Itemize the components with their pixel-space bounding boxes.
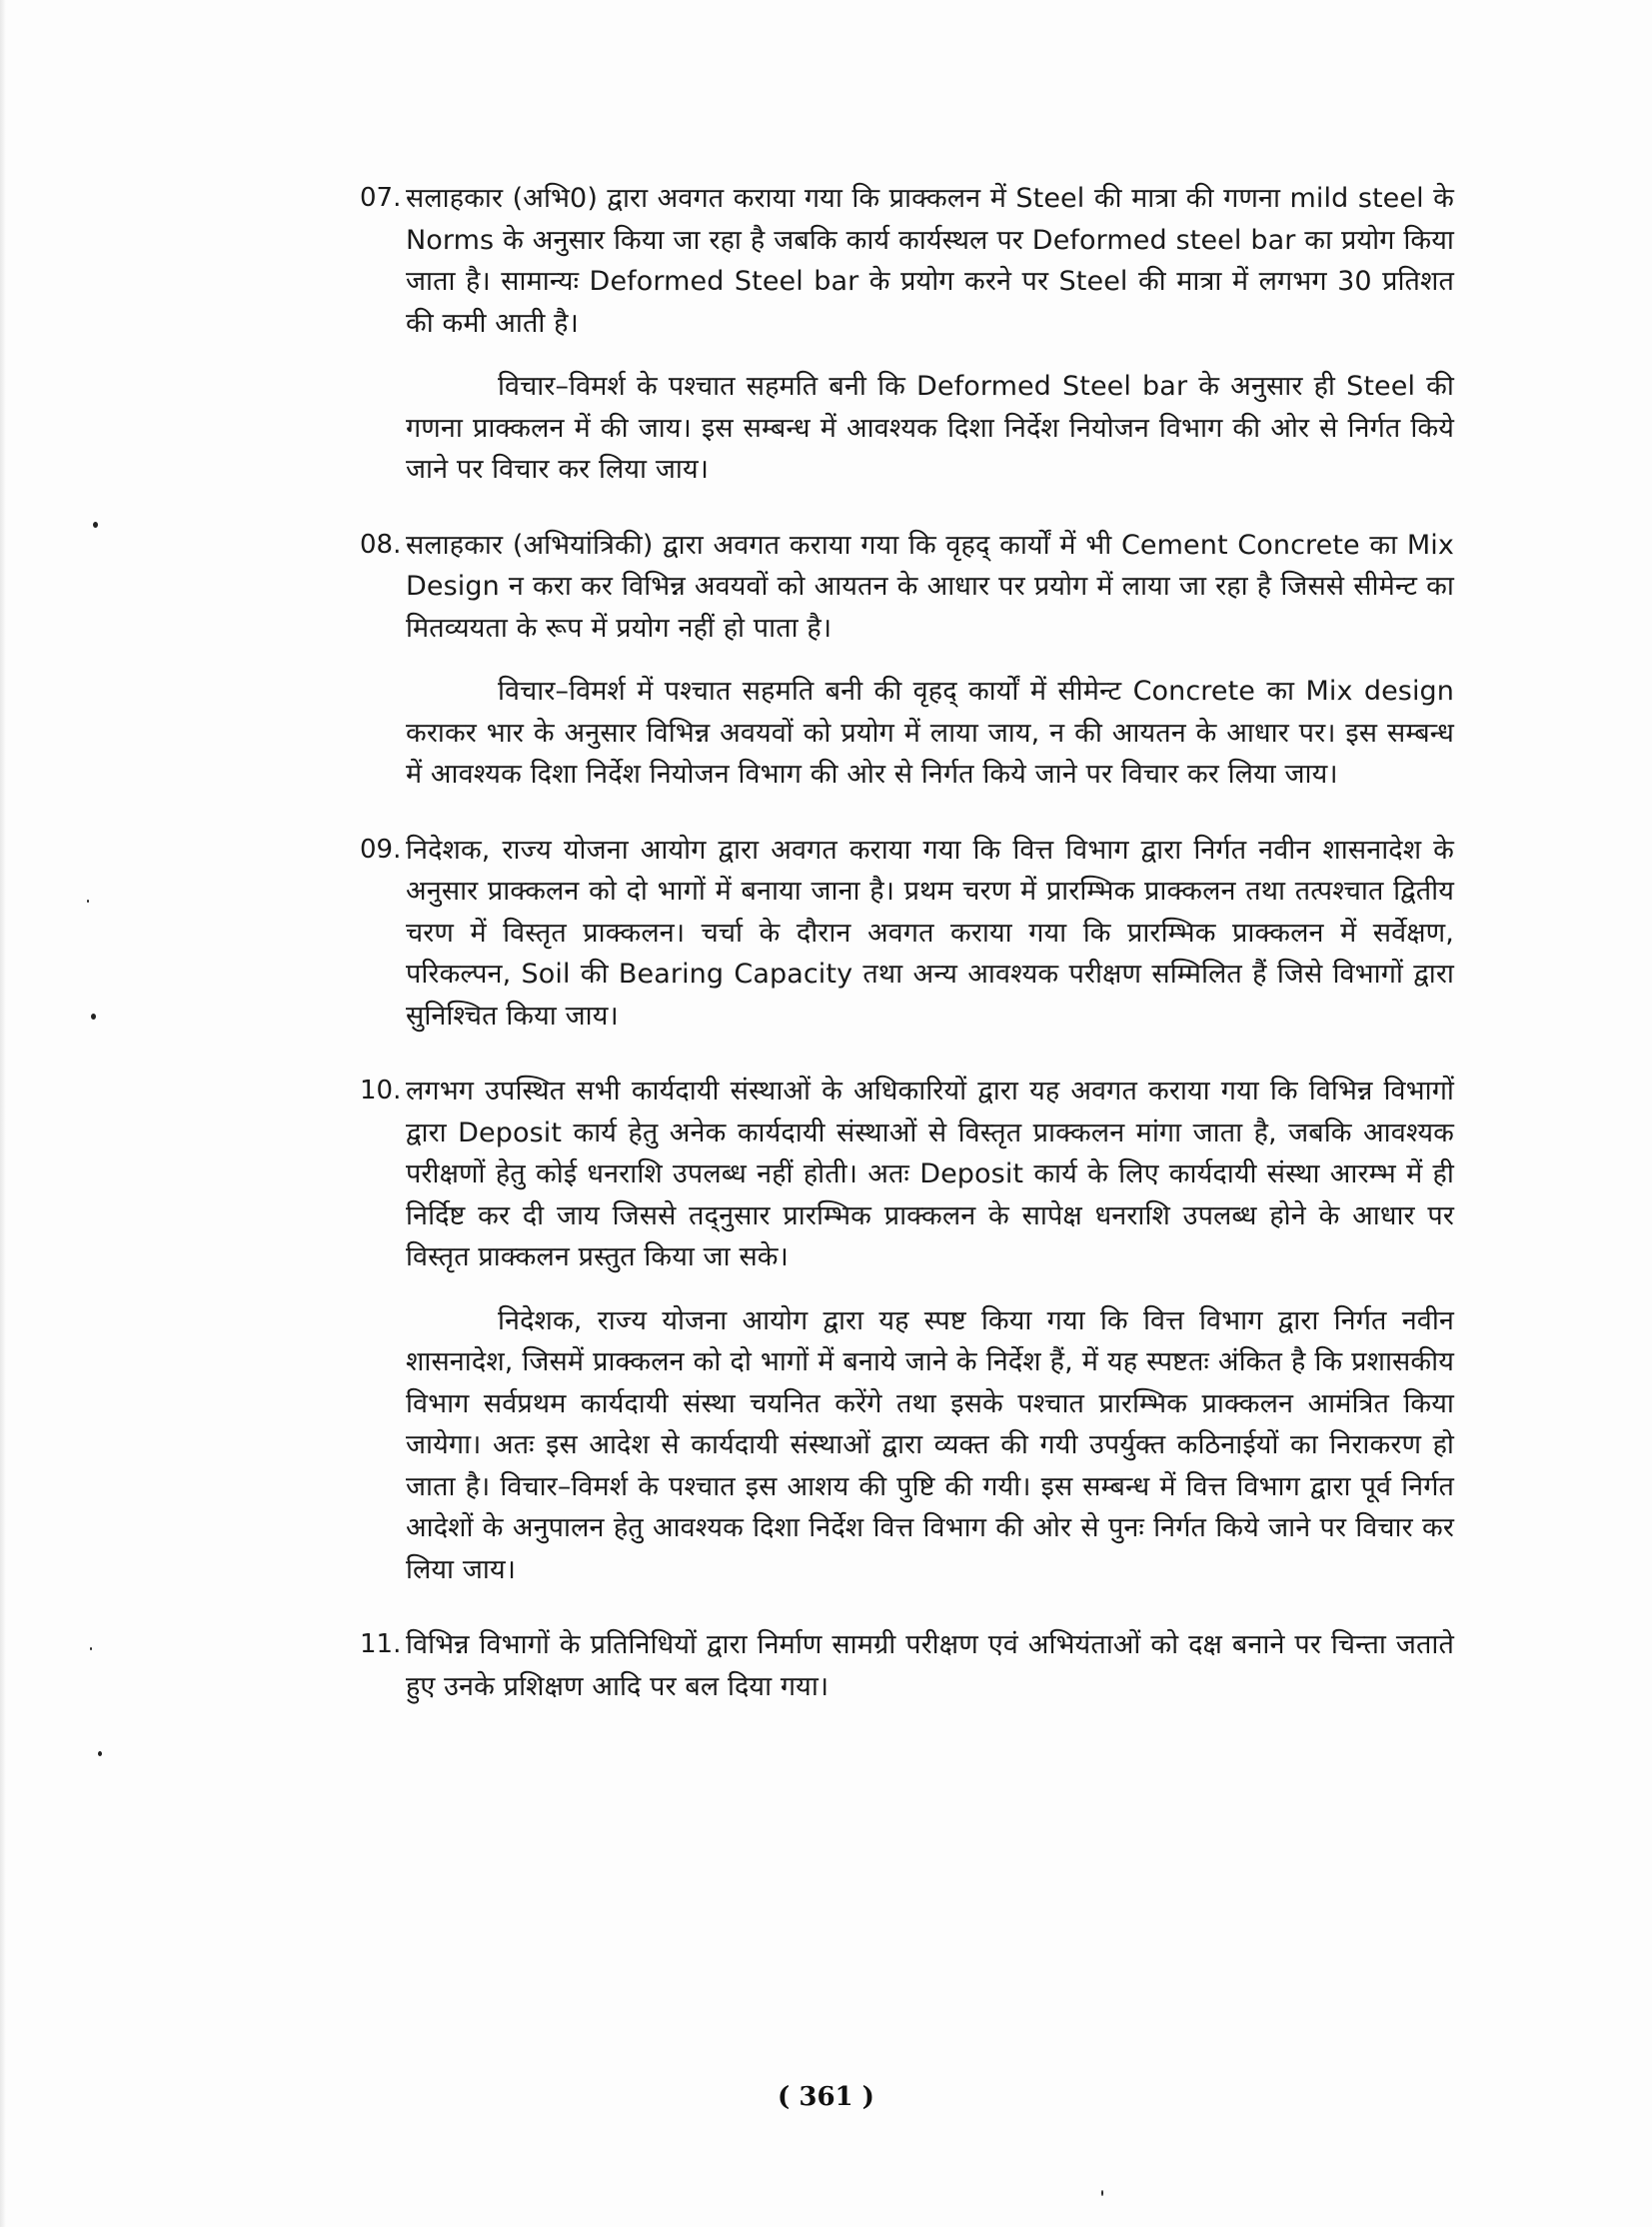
- item-number: 10.: [360, 1076, 402, 1106]
- paragraph: सलाहकार (अभि0) द्वारा अवगत कराया गया कि प्राक्कलन में Steel की मात्रा की गणना mild steel के Norms के अनुसार किया जा रहा है जबकि कार्य कार्यस्थल पर Deformed steel bar का प्रयोग किया जाता है। सामान्यः Deformed Steel bar के प्रयोग करने पर Steel की मात्रा में लगभग 30 प्रतिशत की कमी आती है।: [406, 183, 1454, 339]
- paragraph: विभिन्न विभागों के प्रतिनिधियों द्वारा निर्माण सामग्री परीक्षण एवं अभियंताओं को दक्ष बनाने पर चिन्ता जताते हुए उनके प्रशिक्षण आदि पर बल दिया गया।: [406, 1629, 1454, 1702]
- paragraph: लगभग उपस्थित सभी कार्यदायी संस्थाओं के अधिकारियों द्वारा यह अवगत कराया गया कि विभिन्न विभागों द्वारा Deposit कार्य हेतु अनेक कार्यदायी संस्थाओं से विस्तृत प्राक्कलन मांगा जाता है, जबकि आवश्यक परीक्षणों हेतु कोई धनराशि उपलब्ध नहीं होती। अतः Deposit कार्य के लिए कार्यदायी संस्था आरम्भ में ही निर्दिष्ट कर दी जाय जिससे तद्नुसार प्रारम्भिक प्राक्कलन के सापेक्ष धनराशि उपलब्ध होने के आधार पर विस्तृत प्राक्कलन प्रस्तुत किया जा सके।: [406, 1076, 1454, 1272]
- scan-speck: [87, 900, 89, 903]
- paragraph: विचार–विमर्श के पश्चात सहमति बनी कि Deformed Steel bar के अनुसार ही Steel की गणना प्राक्कलन में की जाय। इस सम्बन्ध में आवश्यक दिशा निर्देश नियोजन विभाग की ओर से निर्गत किये जाने पर विचार कर लिया जाय।: [406, 371, 1454, 485]
- item-number: 07.: [360, 183, 402, 213]
- paragraph: निदेशक, राज्य योजना आयोग द्वारा अवगत कराया गया कि वित्त विभाग द्वारा निर्गत नवीन शासनादेश के अनुसार प्राक्कलन को दो भागों में बनाया जाना है। प्रथम चरण में प्रारम्भिक प्राक्कलन तथा तत्पश्चात द्वितीय चरण में विस्तृत प्राक्कलन। चर्चा के दौरान अवगत कराया गया कि प्रारम्भिक प्राक्कलन में सर्वेक्षण, परिकल्पन, Soil की Bearing Capacity तथा अन्य आवश्यक परीक्षण सम्मिलित हैं जिसे विभागों द्वारा सुनिश्चित किया जाय।: [406, 834, 1454, 1032]
- list-item-08: [360, 525, 1454, 796]
- item-number: 09.: [360, 834, 402, 865]
- paragraph: निदेशक, राज्य योजना आयोग द्वारा यह स्पष्ट किया गया कि वित्त विभाग द्वारा निर्गत नवीन शासनादेश, जिसमें प्राक्कलन को दो भागों में बनाये जाने के निर्देश हैं, में यह स्पष्टतः अंकित है कि प्रशासकीय विभाग सर्वप्रथम कार्यदायी संस्था चयनित करेंगे तथा इसके पश्चात प्रारम्भिक प्राक्कलन आमंत्रित किया जायेगा। अतः इस आदेश से कार्यदायी संस्थाओं द्वारा व्यक्त की गयी उपर्युक्त कठिनाईयों का निराकरण हो जाता है। विचार–विमर्श के पश्चात इस आशय की पुष्टि की गयी। इस सम्बन्ध में वित्त विभाग द्वारा पूर्व निर्गत आदेशों के अनुपालन हेतु आवश्यक दिशा निर्देश वित्त विभाग की ओर से पुनः निर्गत किये जाने पर विचार कर लिया जाय।: [406, 1304, 1454, 1585]
- scan-speck: [91, 1014, 96, 1020]
- item-number: 11.: [360, 1629, 402, 1659]
- page-number: ( 361 ): [778, 2082, 874, 2112]
- paragraph: विचार–विमर्श में पश्चात सहमति बनी की वृहद् कार्यों में सीमेन्ट Concrete का Mix design कराकर भार के अनुसार विभिन्न अवयवों को प्रयोग में लाया जाय, न की आयतन के आधार पर। इस सम्बन्ध में आवश्यक दिशा निर्देश नियोजन विभाग की ओर से निर्गत किये जाने पर विचार कर लिया जाय।: [406, 676, 1454, 790]
- scan-speck: [90, 1647, 92, 1650]
- item-number: 08.: [360, 529, 402, 560]
- item-body: [406, 1624, 1454, 1707]
- paragraph: सलाहकार (अभियांत्रिकी) द्वारा अवगत कराया गया कि वृहद् कार्यों में भी Cement Concrete का Mix Design न करा कर विभिन्न अवयवों को आयतन के आधार पर प्रयोग में लाया जा रहा है जिससे सीमेन्ट का मितव्ययता के रूप में प्रयोग नहीं हो पाता है।: [406, 529, 1455, 644]
- list-item-10: [360, 1071, 1454, 1590]
- item-body: [406, 830, 1454, 1038]
- item-body: [406, 178, 1454, 491]
- scan-speck: [98, 1751, 102, 1756]
- scan-speck: [93, 522, 98, 528]
- list-item-11: [360, 1624, 1454, 1707]
- page-edge-shadow: [0, 0, 6, 2227]
- item-body: [406, 525, 1454, 796]
- document-body: [360, 178, 1454, 1741]
- list-item-09: [360, 830, 1454, 1038]
- scan-speck: [1101, 2190, 1103, 2196]
- item-body: [406, 1071, 1454, 1590]
- list-item-07: [360, 178, 1454, 491]
